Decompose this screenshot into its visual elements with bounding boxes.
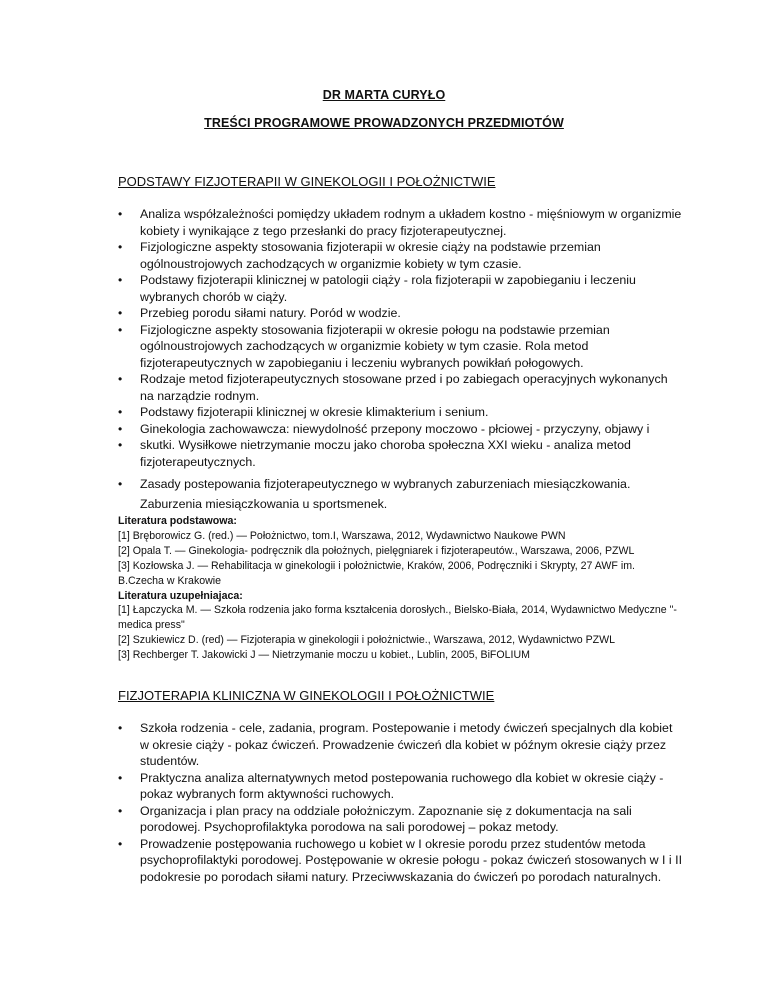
literature-entry: [3] Kozłowska J. — Rehabilitacja w ginekologii i położnictwie, Kraków, 2006, Podręczniki i Skrypty, 27 AWF im. B.Czecha w Krakowie: [118, 559, 635, 587]
literature-basic-heading: Literatura podstawowa:: [118, 515, 237, 527]
literature-entry: [1] Bręborowicz G. (red.) — Położnictwo, tom.I, Warszawa, 2012, Wydawnictwo Naukowe PWN: [118, 529, 566, 542]
literature-extra-heading: Literatura uzupełniajaca:: [118, 589, 243, 602]
literature-entry: [2] Szukiewicz D. (red) — Fizjoterapia w ginekologii i położnictwie., Warszawa, 2012, Wydawnictwo PZWL: [118, 634, 616, 647]
section2-list: [118, 720, 683, 885]
list-item: • Praktyczna analiza alternatywnych metod postepowania ruchowego dla kobiet w okresie ciąży - pokaz wybranych form aktywności ruchowych.: [118, 770, 683, 803]
list-item: • Prowadzenie postępowania ruchowego u kobiet w I okresie porodu przez studentów metoda psychoprofilaktyki porodowej. Postępowanie w okresie połogu - pokaz ćwiczeń stosowanych w I i II podokresie po porodach siłami natury. Przeciwwskazania do ćwiczeń po porodach naturalnych.: [118, 836, 683, 886]
list-item: • Fizjologiczne aspekty stosowania fizjoterapii w okresie ciąży na podstawie przemian ogólnoustrojowych zachodzących w organizmie kobiety w tym czasie.: [118, 239, 683, 272]
list-item: • Organizacja i plan pracy na oddziale położniczym. Zapoznanie się z dokumentacja na sali porodowej. Psychoprofilaktyka porodowa na sali porodowej – pokaz metody.: [118, 803, 683, 836]
list-item: • Analiza współzależności pomiędzy układem rodnym a układem kostno - mięśniowym w organizmie kobiety i wynikające z tego przesłanki do pracy fizjoterapeutycznej.: [118, 206, 683, 239]
list-item: • Podstawy fizjoterapii klinicznej w patologii ciąży - rola fizjoterapii w zapobieganiu i leczeniu wybranych chorób w ciąży.: [118, 272, 683, 305]
list-item: • Podstawy fizjoterapii klinicznej w okresie klimakterium i senium.: [118, 404, 683, 421]
section-title-fizjoterapia-kliniczna: FIZJOTERAPIA KLINICZNA W GINEKOLOGII I POŁOŻNICTWIE: [118, 688, 495, 703]
list-item: • Zasady postepowania fizjoterapeutycznego w wybranych zaburzeniach miesiączkowania. Zaburzenia miesiączkowania u sportsmenek.: [118, 474, 683, 514]
section1-list: [118, 206, 683, 514]
literature-entry: [1] Łapczycka M. — Szkoła rodzenia jako forma kształcenia dorosłych., Bielsko-Biała, 2014, Wydawnictwo Medyczne "-medica press": [118, 604, 677, 632]
list-item: • Fizjologiczne aspekty stosowania fizjoterapii w okresie połogu na podstawie przemian ogólnoustrojowych zachodzących w organizmie kobiety w tym czasie. Rola metod fizjoterapeutycznych w zapobieganiu i leczeniu wybranych powikłań połogowych.: [118, 322, 683, 372]
author-heading: DR MARTA CURYŁO: [322, 88, 446, 102]
literature-entry: [3] Rechberger T. Jakowicki J — Nietrzymanie moczu u kobiet., Lublin, 2005, BiFOLIUM: [118, 649, 530, 662]
section-title-podstawy: PODSTAWY FIZJOTERAPII W GINEKOLOGII I POŁOŻNICTWIE: [118, 174, 496, 189]
document-title: TREŚCI PROGRAMOWE PROWADZONYCH PRZEDMIOTÓW: [204, 116, 564, 130]
list-item: • Rodzaje metod fizjoterapeutycznych stosowane przed i po zabiegach operacyjnych wykonanych na narządzie rodnym.: [118, 371, 683, 404]
list-item: • Ginekologia zachowawcza: niewydolność przepony moczowo - płciowej - przyczyny, objawy i: [118, 421, 683, 438]
list-item: • Przebieg porodu siłami natury. Poród w wodzie.: [118, 305, 683, 322]
list-item: • skutki. Wysiłkowe nietrzymanie moczu jako choroba społeczna XXI wieku - analiza metod fizjoterapeutycznych.: [118, 437, 683, 470]
list-item: • Szkoła rodzenia - cele, zadania, program. Postepowanie i metody ćwiczeń specjalnych dla kobiet w okresie ciąży - pokaz ćwiczeń. Prowadzenie ćwiczeń dla kobiet w późnym okresie ciąży przez studentów.: [118, 720, 683, 770]
literature-entry: [2] Opala T. — Ginekologia- podręcznik dla położnych, pielęgniarek i fizjoterapeutów., Warszawa, 2006, PZWL: [118, 544, 635, 557]
literature-block: [118, 514, 683, 663]
